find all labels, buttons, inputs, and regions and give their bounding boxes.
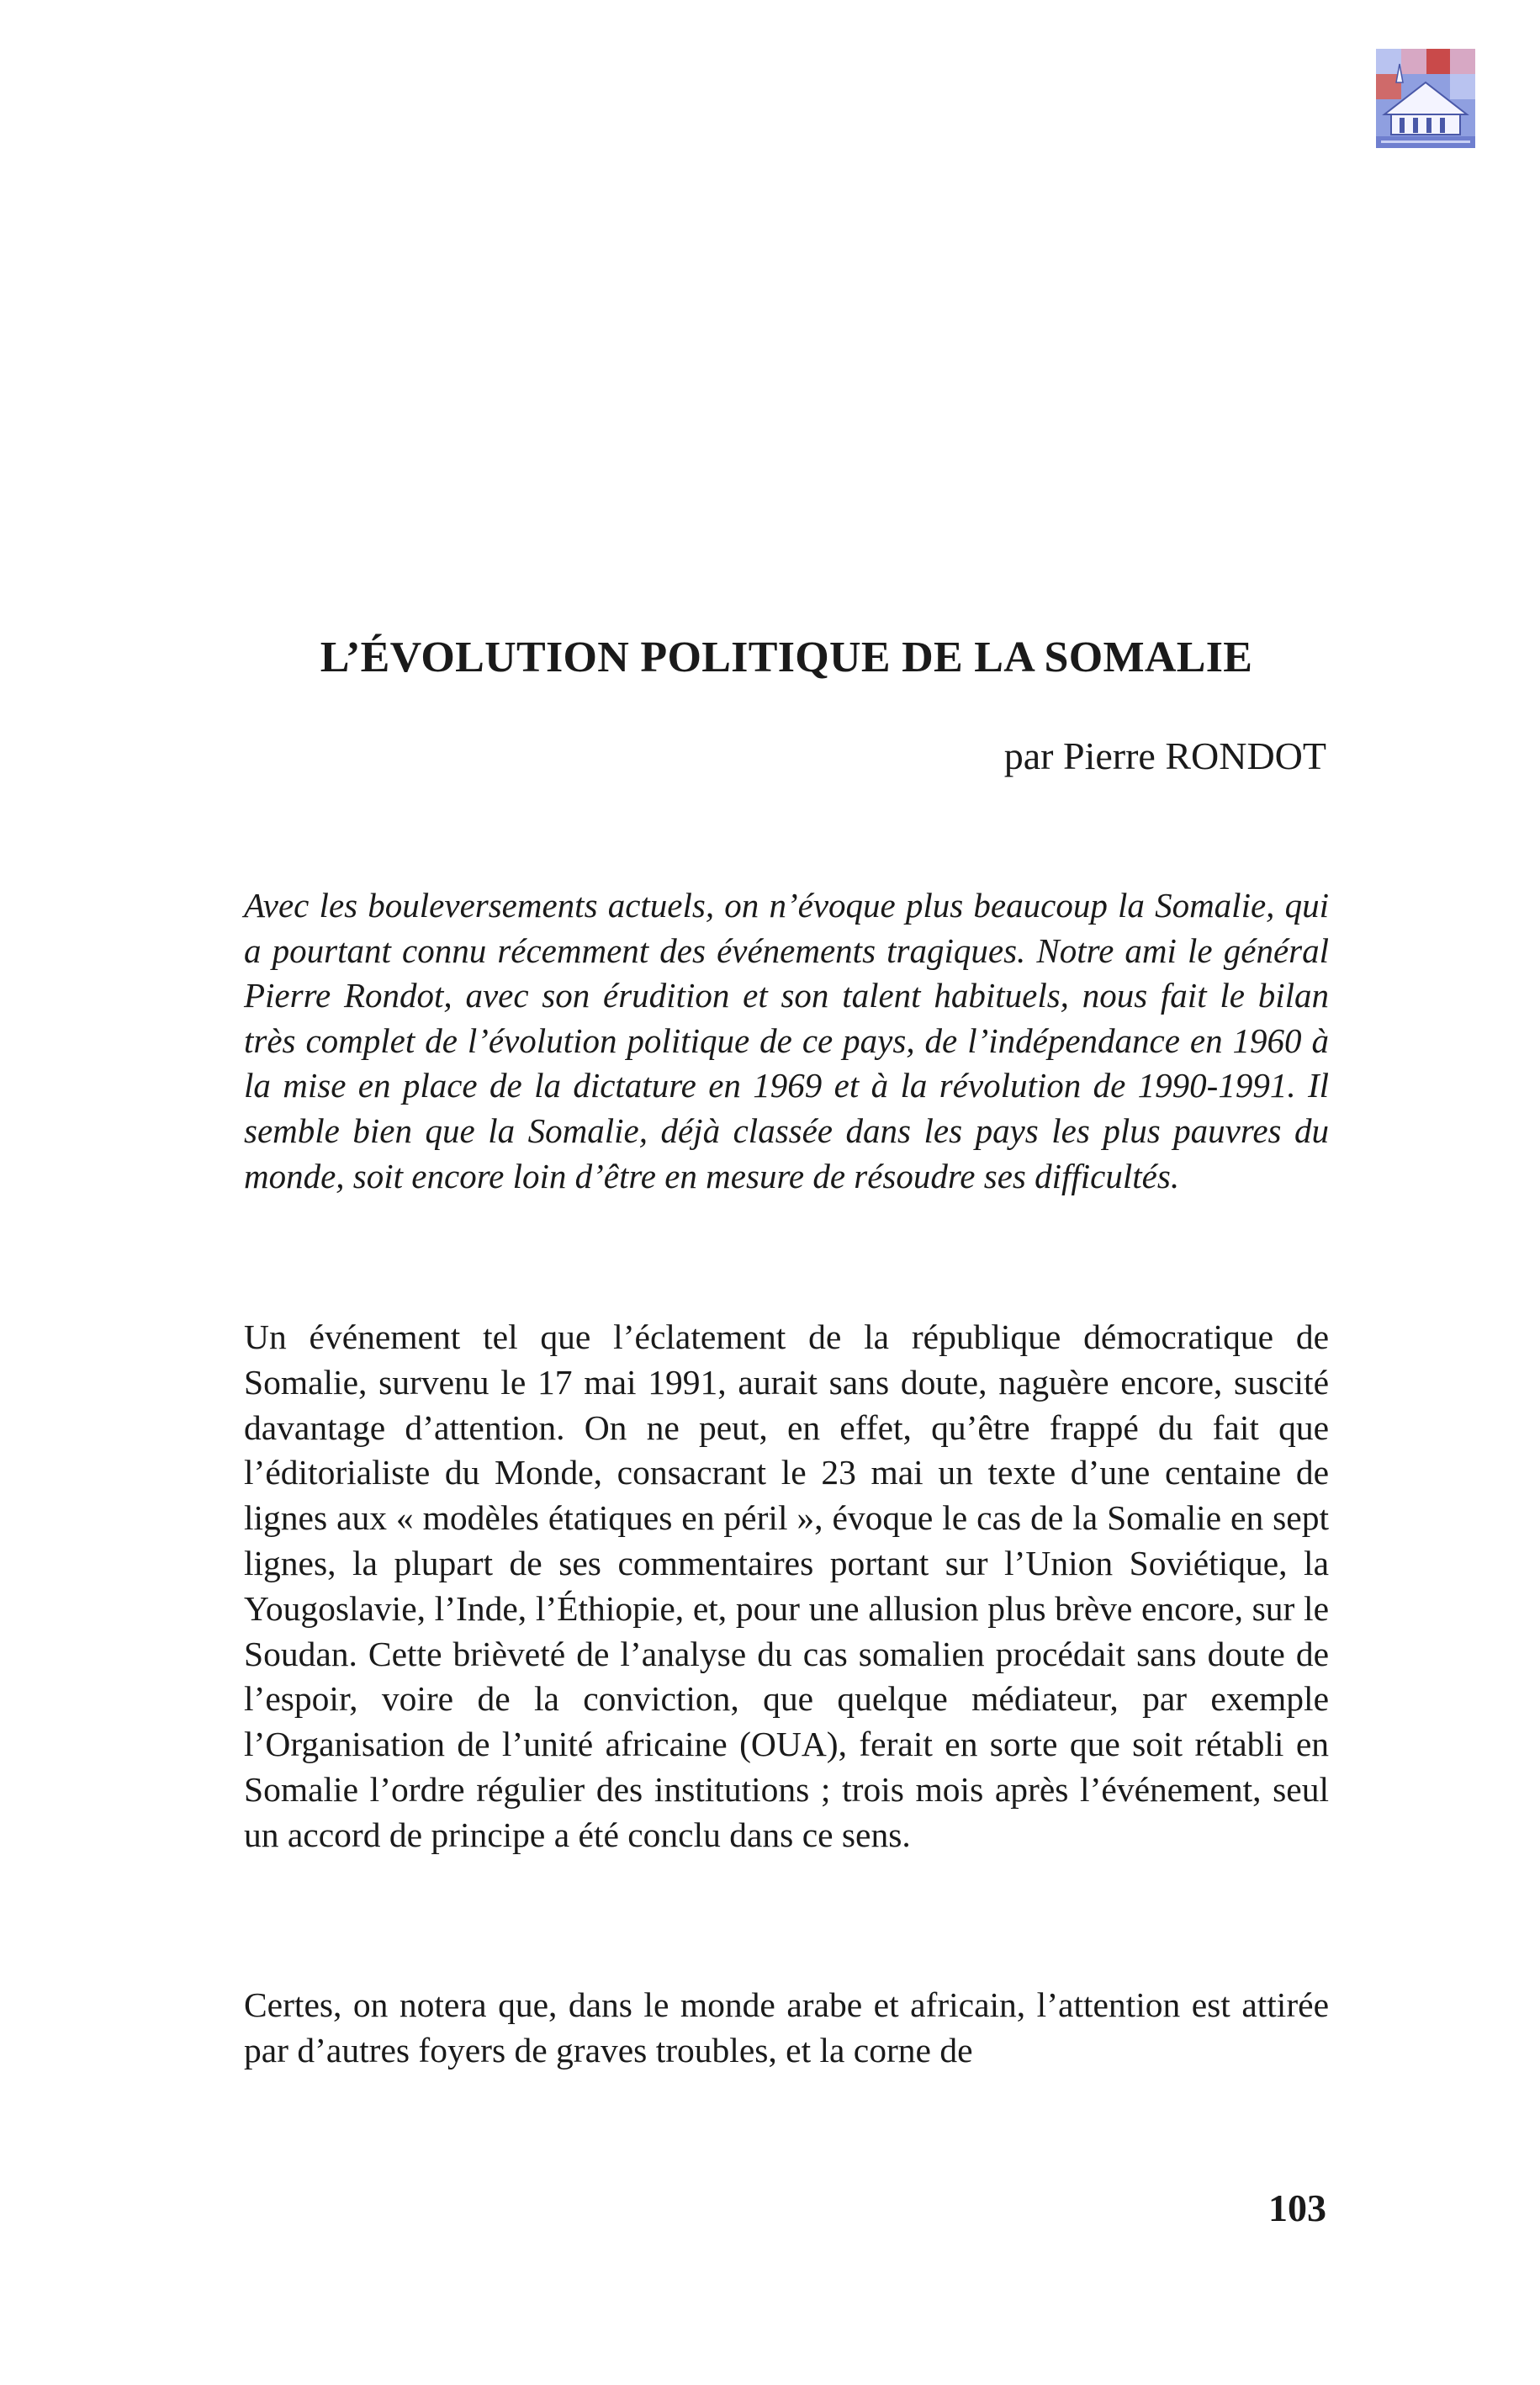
page-number: 103 (1268, 2186, 1326, 2229)
page-title: L’ÉVOLUTION POLITIQUE DE LA SOMALIE (320, 633, 1253, 681)
library-building-logo-icon (1376, 49, 1475, 148)
body-paragraph: Certes, on notera que, dans le monde arabe et africain, l’attention est attirée par d’autres foyers de graves troubles, et la corne de (244, 1985, 1329, 2070)
author-byline: par Pierre RONDOT (1003, 734, 1326, 777)
body-paragraph: Un événement tel que l’éclatement de la république démocratique de Somalie, survenu le 17 mai 1991, aurait sans doute, naguère encore, suscité davantage d’attention. On ne peut, en effet, qu’être frappé du fait que l’éditorialiste du Monde, consacrant le 23 mai un texte d’une centaine de lignes aux « modèles étatiques en péril », évoque le cas de la Somalie en sept lignes, la plupart de ses commentaires portant sur l’Union Soviétique, la Yougoslavie, l’Inde, l’Éthiopie, et, pour une allusion plus brève encore, sur le Soudan. Cette brièveté de l’analyse du cas somalien procédait sans doute de l’espoir, voire de la conviction, que quelque médiateur, par exemple l’Organisation de l’unité africaine (OUA), ferait en sorte que soit rétabli en Somalie l’ordre régulier des institutions ; trois mois après l’événement, seul un accord de principe a été conclu dans ce sens. (244, 1317, 1329, 1854)
intro-abstract: Avec les bouleversements actuels, on n’évoque plus beaucoup la Somalie, qui a pourtant connu récemment des événements tragiques. Notre ami le général Pierre Rondot, avec son érudition et son talent habituels, nous fait le bilan très complet de l’évolution politique de ce pays, de l’indépendance en 1960 à la mise en place de la dictature en 1969 et à la révolution de 1990-1991. Il semble bien que la Somalie, déjà classée dans les pays les plus pauvres du monde, soit encore loin d’être en mesure de résoudre ses difficultés. (244, 886, 1329, 1195)
